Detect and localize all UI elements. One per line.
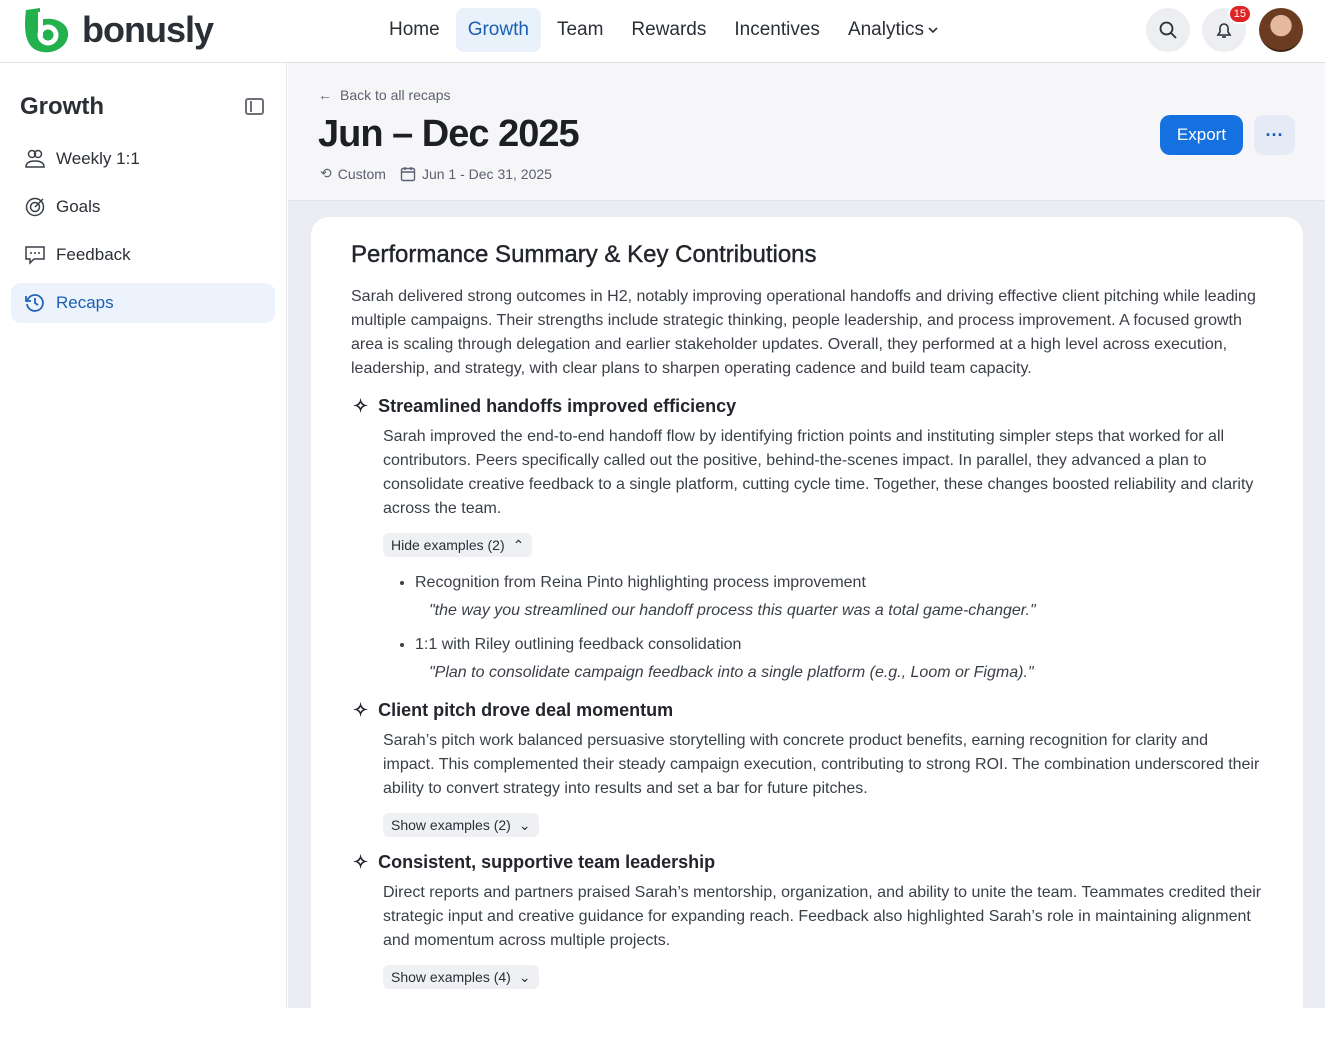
bonusly-logo-icon — [22, 6, 74, 54]
list-item — [415, 633, 1263, 685]
section-body: Sarah improved the end-to-end handoff flow by identifying friction points and instituting simpler steps that worked for all contributors. Peers specifically called out the positive, behind-the-scenes impact. In parallel, they advanced a plan to consolidate creative feedback to a single platform, cutting cycle time. Together, these changes boosted reliability and clarity across the team. — [383, 428, 1254, 517]
sidebar-item-weekly[interactable] — [11, 139, 275, 179]
sidebar-item-recaps[interactable] — [11, 283, 275, 323]
top-bar — [0, 0, 1325, 63]
sidebar — [0, 63, 287, 1008]
main-nav — [377, 8, 954, 52]
nav-incentives[interactable]: Incentives — [734, 19, 820, 40]
nav-team[interactable]: Team — [556, 19, 604, 40]
sparkle-icon: ✧ — [353, 699, 369, 720]
chevron-down-icon: ⌄ — [518, 816, 531, 833]
summary-card — [311, 217, 1303, 1037]
search-button[interactable] — [1146, 8, 1190, 52]
nav-growth[interactable]: Growth — [456, 8, 541, 52]
calendar-icon — [400, 166, 416, 182]
chevron-up-icon: ⌃ — [512, 536, 525, 553]
nav-home[interactable]: Home — [389, 19, 440, 40]
avatar[interactable] — [1259, 8, 1303, 52]
list-item — [415, 571, 1263, 623]
nav-analytics-label: Analytics — [847, 19, 924, 40]
contribution-section — [351, 393, 1263, 685]
toggle-label: Show examples (4) — [391, 969, 511, 985]
sidebar-item-label: Recaps — [56, 293, 114, 312]
chat-icon — [24, 244, 46, 266]
back-label: Back to all recaps — [340, 87, 451, 103]
card-title: Performance Summary & Key Contributions — [351, 241, 817, 268]
users-icon — [24, 148, 46, 170]
sidebar-item-label: Goals — [56, 197, 101, 216]
example-title: Recognition from Reina Pinto highlighting process improvement — [415, 574, 866, 591]
sparkle-icon: ✧ — [353, 851, 369, 872]
toggle-examples-button[interactable] — [383, 533, 532, 557]
section-body: Direct reports and partners praised Sarah’s mentorship, organization, and ability to unite the team. Teammates credited their strategic input and creative guidance for expanding reach. Feedback also highlighted Sarah’s role in maintaining alignment and momentum across multiple projects. — [383, 884, 1262, 949]
toggle-examples-button[interactable] — [383, 965, 539, 989]
notification-badge: 15 — [1228, 4, 1252, 24]
sparkle-icon: ✧ — [353, 395, 369, 416]
chevron-down-icon — [924, 21, 942, 39]
nav-rewards[interactable]: Rewards — [631, 19, 707, 40]
section-title: Streamlined handoffs improved efficiency — [378, 395, 737, 416]
sidebar-item-feedback[interactable] — [11, 235, 275, 275]
example-title: 1:1 with Riley outlining feedback consolidation — [415, 636, 742, 653]
sidebar-title: Growth — [20, 93, 104, 120]
sidebar-item-label: Weekly 1:1 — [56, 149, 140, 168]
contribution-section — [351, 697, 1263, 837]
date-range: Jun 1 - Dec 31, 2025 — [421, 165, 552, 182]
summary-text: Sarah delivered strong outcomes in H2, notably improving operational handoffs and driving effective client pitching while leading multiple campaigns. Their strengths include strategic thinking, people leadership, and process improvement. A focused growth area is scaling through delegation and earlier stakeholder updates. Overall, they performed at a high level across execution, leadership, and strategy, with clear plans to sharpen operating cadence and build team capacity. — [351, 288, 1256, 377]
arrow-left-icon: ← — [318, 87, 332, 103]
main-content — [288, 201, 1325, 1008]
nav-analytics[interactable] — [836, 8, 954, 52]
toggle-label: Hide examples (2) — [391, 537, 505, 553]
chevron-down-icon: ⌄ — [518, 968, 531, 985]
section-body: Sarah’s pitch work balanced persuasive storytelling with concrete product benefits, earning recognition for clarity and impact. This complemented their steady campaign execution, contributing to strong ROI. The combination underscored their ability to convert strategy into results and set a bar for future pitches. — [383, 732, 1260, 797]
section-title: Client pitch drove deal momentum — [378, 699, 674, 720]
sidebar-item-label: Feedback — [56, 245, 131, 264]
toggle-examples-button[interactable] — [383, 813, 539, 837]
contribution-section — [351, 849, 1263, 989]
target-icon — [24, 196, 46, 218]
recap-type: Custom — [337, 165, 386, 182]
page-header — [288, 63, 1325, 201]
section-title: Consistent, supportive team leadership — [378, 851, 716, 872]
toggle-label: Show examples (2) — [391, 817, 511, 833]
sidebar-item-goals[interactable] — [11, 187, 275, 227]
page-title: Jun – Dec 2025 — [318, 113, 579, 155]
notifications-button[interactable] — [1202, 8, 1246, 52]
history-icon — [24, 292, 46, 314]
more-options-button[interactable] — [1254, 115, 1295, 155]
examples-list — [415, 571, 1263, 685]
refresh-icon: ⟲ — [320, 165, 332, 181]
export-button[interactable]: Export — [1160, 115, 1243, 155]
example-quote: "the way you streamlined our handoff process this quarter was a total game-changer." — [429, 602, 1036, 619]
search-icon — [1158, 20, 1178, 40]
logo[interactable]: bonusly — [22, 6, 213, 54]
ellipsis-icon: ··· — [1265, 124, 1284, 145]
example-quote: "Plan to consolidate campaign feedback into a single platform (e.g., Loom or Figma)." — [429, 664, 1034, 681]
back-link[interactable] — [318, 87, 451, 103]
bell-icon — [1214, 20, 1234, 40]
sidebar-collapse-icon[interactable] — [245, 98, 264, 115]
recap-meta — [320, 165, 552, 182]
